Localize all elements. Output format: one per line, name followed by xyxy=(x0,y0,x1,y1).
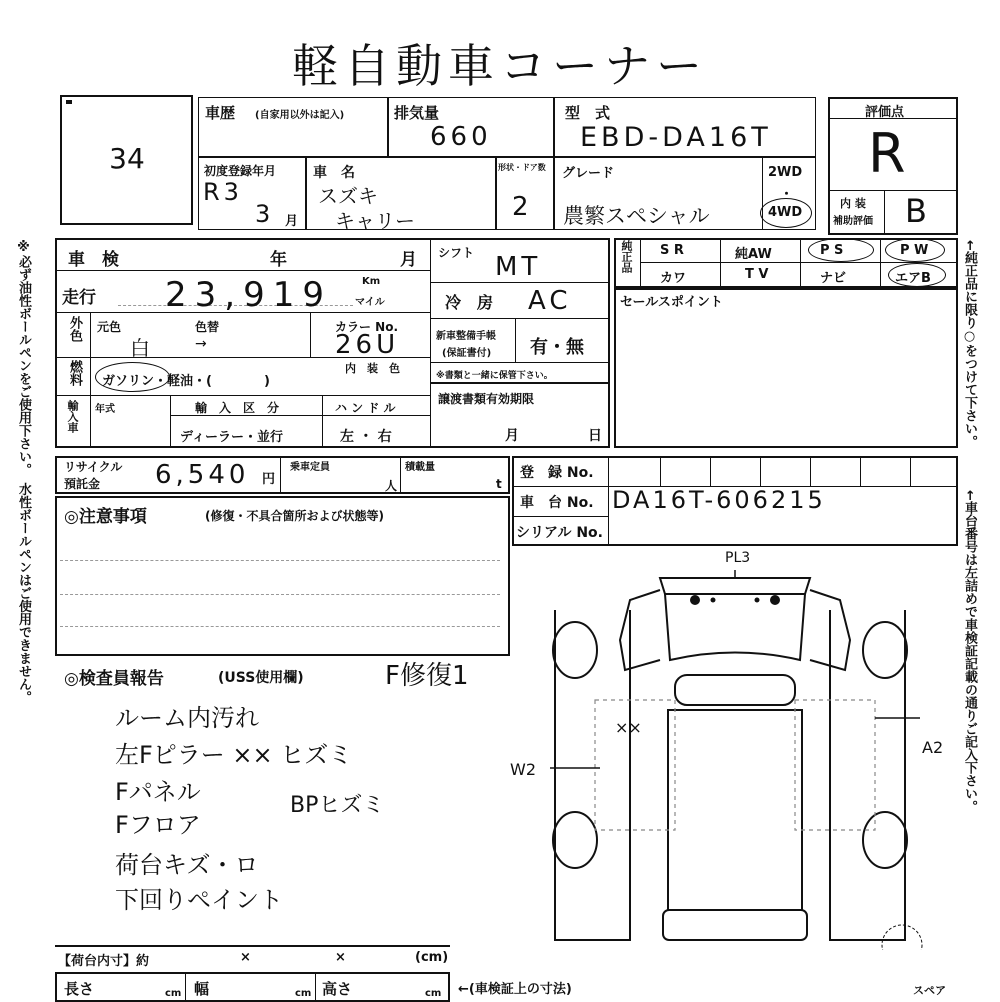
import-class-label: 輸 入 区 分 xyxy=(195,401,280,415)
side-note-right-top: ←純正品に限り○をつけて下さい。 xyxy=(962,240,977,448)
maintenance-label2: (保証書付) xyxy=(442,348,492,359)
equip-pw: P W xyxy=(900,243,929,258)
equip-navi: ナビ xyxy=(820,271,847,286)
import-year-label: 年式 xyxy=(95,404,115,415)
first-reg-month: 3 xyxy=(255,200,275,228)
maintenance-note: ※書類と一緒に保管下さい。 xyxy=(436,371,553,381)
drive-2wd: 2WD xyxy=(768,165,803,180)
cargo-length-label: 長さ xyxy=(64,980,95,998)
equip-airbag-circle xyxy=(888,263,946,287)
inspector-line-6: 下回りペイント xyxy=(115,886,283,914)
equipment-label: 純正品 xyxy=(620,240,633,273)
car-name-label: 車 名 xyxy=(313,165,355,181)
equip-pw-circle xyxy=(885,238,945,262)
interior-label2: 補助評価 xyxy=(833,216,873,227)
equip-leather: カワ xyxy=(660,271,687,286)
displacement-value: 660 xyxy=(430,122,492,152)
chassis-label: 車 台 No. xyxy=(520,495,594,511)
equip-ps: P S xyxy=(820,243,844,258)
color-change-label: 色替 xyxy=(195,320,220,334)
cargo-width-label: 幅 xyxy=(194,980,210,998)
doors-value: 2 xyxy=(512,192,533,222)
import-label: 輸入車 xyxy=(66,400,79,433)
handle-label: ハ ン ド ル xyxy=(335,401,396,415)
diagram-xx-label: ×× xyxy=(615,718,642,737)
maintenance-value: 有・無 xyxy=(530,337,584,358)
spare-label: スペア xyxy=(913,984,946,997)
notes-label: ◎注意事項 xyxy=(64,507,147,527)
mileage-label: 走行 xyxy=(62,288,96,308)
recycle-label: リサイクル xyxy=(64,460,123,474)
chassis-value: DA16T-606215 xyxy=(612,486,826,514)
serial-label: シリアル No. xyxy=(516,525,603,541)
color-code-label: カラー No. xyxy=(335,320,399,334)
mileage-mile: マイル xyxy=(355,297,385,308)
shift-value: MT xyxy=(495,252,542,282)
displacement-label: 排気量 xyxy=(394,104,440,122)
color-original-label: 元色 xyxy=(97,320,122,334)
transfer-label: 譲渡書類有効期限 xyxy=(438,392,535,406)
inspector-line-4: Fフロア xyxy=(115,811,201,839)
inspector-line-1: ルーム内汚れ xyxy=(115,704,259,732)
equip-airbag: エアB xyxy=(895,271,931,286)
doors-label: 形状・ドア数 xyxy=(498,163,546,172)
fuel-options: ガソリン・軽油・( ) xyxy=(102,374,270,389)
diagram-top-label: PL3 xyxy=(725,550,751,566)
capacity-unit: 人 xyxy=(385,479,398,493)
inspection-year: 年 xyxy=(270,250,287,270)
load-label: 積載量 xyxy=(405,462,435,473)
cargo-note: ←(車検証上の寸法) xyxy=(458,982,572,997)
equip-aw: 純AW xyxy=(735,247,772,262)
color-original-value: 白 xyxy=(130,336,150,360)
lot-number: 34 xyxy=(109,142,145,175)
drive-dot: ・ xyxy=(780,187,794,202)
car-maker: スズキ xyxy=(318,184,378,208)
registration-label: 登 録 No. xyxy=(520,465,594,481)
cargo-height-label: 高さ xyxy=(322,980,353,998)
color-label: 外色 xyxy=(67,316,82,342)
cargo-x1: × xyxy=(240,950,251,965)
score-value: R xyxy=(868,122,906,185)
inspector-header-note: F修復1 xyxy=(385,661,469,691)
cargo-width-cm: cm xyxy=(295,988,312,999)
recycle-value: 6,540 xyxy=(155,460,250,490)
grade-label: グレード xyxy=(562,166,615,181)
drive-4wd: 4WD xyxy=(768,205,803,220)
load-unit: t xyxy=(496,477,502,491)
history-note: (自家用以外は記入) xyxy=(255,110,345,121)
diagram-right-label: A2 xyxy=(922,738,944,757)
interior-color-label: 内 装 色 xyxy=(345,362,400,375)
inspector-line-5: 荷台キズ・ロ xyxy=(115,851,259,879)
first-reg-label: 初度登録年月 xyxy=(204,164,277,178)
sales-points-label: セールスポイント xyxy=(620,295,723,310)
mileage-value: 23,919 xyxy=(165,275,332,315)
capacity-label: 乗車定員 xyxy=(290,462,330,473)
maintenance-label: 新車整備手帳 xyxy=(436,331,496,342)
inspector-label: ◎検査員報告 xyxy=(64,669,164,689)
shift-label: シフト xyxy=(438,246,475,260)
grade-value: 農繁スペシャル xyxy=(563,204,710,228)
fuel-circle xyxy=(95,362,170,392)
color-code-value: 26U xyxy=(335,330,400,360)
drive-4wd-circle xyxy=(760,198,812,228)
car-diagram xyxy=(520,550,940,950)
inspector-sub: (USS使用欄) xyxy=(218,670,304,686)
inspector-line-3: Fパネル xyxy=(115,778,201,806)
inspection-month: 月 xyxy=(400,250,417,270)
cargo-unit: (cm) xyxy=(415,950,449,965)
first-reg-era: R3 xyxy=(203,178,243,206)
color-arrow: → xyxy=(195,336,207,352)
model-value: EBD-DA16T xyxy=(580,122,772,153)
page-title: 軽自動車コーナー xyxy=(292,39,708,93)
diagram-left-label: W2 xyxy=(510,760,536,779)
inspector-line-2: 左Fピラー ×× ヒズミ xyxy=(115,741,353,769)
recycle-label2: 預託金 xyxy=(64,477,101,491)
car-name: キャリー xyxy=(335,209,415,233)
notes-sub: (修復・不具合箇所および状態等) xyxy=(205,509,384,523)
cargo-height-cm: cm xyxy=(425,988,442,999)
ac-value: AC xyxy=(528,286,572,316)
import-class-value: ディーラー・並行 xyxy=(180,430,283,445)
equip-ps-circle xyxy=(808,238,874,262)
interior-label: 内 装 xyxy=(840,197,866,210)
inspector-bp-note: BPヒズミ xyxy=(290,793,385,818)
first-reg-month-unit: 月 xyxy=(285,214,299,229)
side-note-right-bottom: ←車台番号は左詰めで車検証記載の通りご記入下さい。 xyxy=(962,490,977,813)
fuel-label: 燃料 xyxy=(67,360,82,386)
history-label: 車歴 xyxy=(205,104,236,122)
side-note-left: ※必ず油性ボールペンをご使用下さい。 水性ボールペンはご使用できません。 xyxy=(16,240,31,704)
model-label: 型 式 xyxy=(565,104,611,122)
equip-tv: T V xyxy=(745,267,769,282)
ac-label: 冷 房 xyxy=(445,293,494,312)
handle-value: 左 ・ 右 xyxy=(340,429,392,445)
recycle-unit: 円 xyxy=(262,472,276,487)
transfer-month: 月 xyxy=(505,428,519,444)
lot-box xyxy=(60,95,193,225)
mileage-km: Km xyxy=(362,276,381,287)
score-label: 評価点 xyxy=(865,105,905,120)
cargo-x2: × xyxy=(335,950,346,965)
cargo-label: 【荷台内寸】約 xyxy=(58,954,150,969)
cargo-length-cm: cm xyxy=(165,988,182,999)
equip-sr: S R xyxy=(660,243,684,258)
inspection-label: 車 検 xyxy=(68,250,119,270)
interior-value: B xyxy=(905,192,927,230)
transfer-day: 日 xyxy=(588,428,602,444)
